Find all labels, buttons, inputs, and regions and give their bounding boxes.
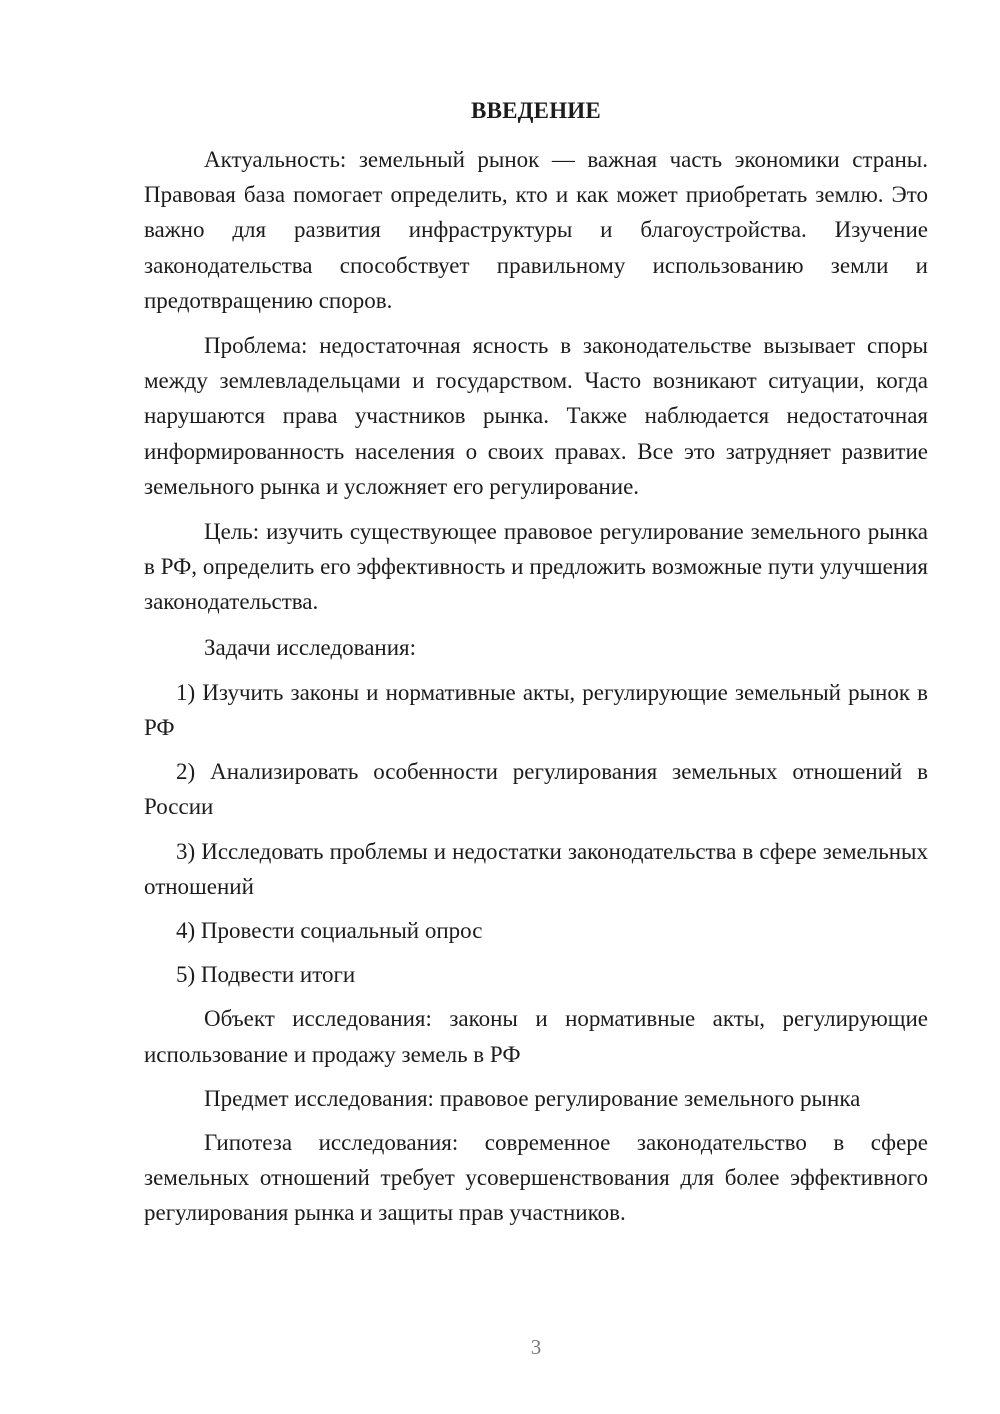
tasks-heading: Задачи исследования: bbox=[204, 634, 417, 660]
list-item: 5) Подвести итоги bbox=[176, 962, 356, 988]
goal-paragraph: Цель: изучить существующее правовое регулирование земельного рынка в РФ, определить его эффективность и предложить возможные пути улучшения законодательства. bbox=[144, 519, 928, 615]
subject-paragraph: Предмет исследования: правовое регулирование земельного рынка bbox=[204, 1085, 861, 1111]
relevance-paragraph: Актуальность: земельный рынок — важная часть экономики страны. Правовая база помогает определить, кто и как может приобретать землю. Это важно для развития инфраструктуры и благоустройства. Изучение законодательства способствует правильному использованию земли и предотвращению споров. bbox=[144, 147, 928, 313]
document-body bbox=[144, 142, 928, 1231]
list-item: 4) Провести социальный опрос bbox=[176, 918, 483, 944]
problem-paragraph: Проблема: недостаточная ясность в законодательстве вызывает споры между землевладельцами и государством. Часто возникают ситуации, когда нарушаются права участников рынка. Также наблюдается недостаточная информированность населения о своих правах. Все это затрудняет развитие земельного рынка и усложняет его регулирование. bbox=[144, 333, 928, 499]
hypothesis-paragraph: Гипотеза исследования: современное законодательство в сфере земельных отношений требует усовершенствования для более эффективного регулирования рынка и защиты прав участников. bbox=[144, 1130, 928, 1226]
page-number: 3 bbox=[530, 1335, 542, 1359]
list-item: 2) Анализировать особенности регулирования земельных отношений в России bbox=[144, 759, 928, 820]
list-item: 1) Изучить законы и нормативные акты, регулирующие земельный рынок в РФ bbox=[144, 679, 928, 741]
object-paragraph: Объект исследования: законы и нормативные акты, регулирующие использование и продажу земель в РФ bbox=[144, 1006, 928, 1067]
list-item: 3) Исследовать проблемы и недостатки законодательства в сфере земельных отношений bbox=[144, 838, 928, 899]
page-title: ВВЕДЕНИЕ bbox=[471, 98, 601, 123]
